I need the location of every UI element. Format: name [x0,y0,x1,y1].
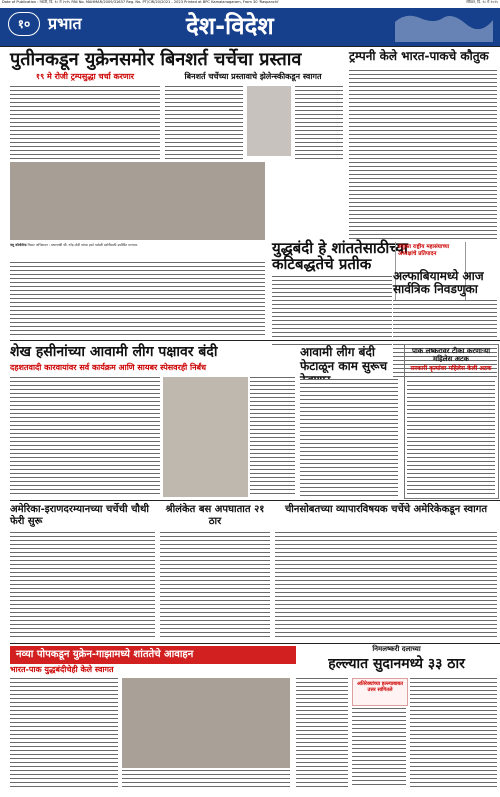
divider-2 [10,500,500,501]
lead-headline: पुतीनकडून युक्रेनसमोर बिनशर्त चर्चेचा प्रस्ताव [10,49,302,70]
hasina-subhead: दहशतवादी कारवायांवर सर्व कार्यक्रम आणि सायबर स्पेसवरही निर्बंध [10,363,207,372]
page-number: १० [8,12,40,36]
lead-subhead-left: १९ मे रोजी ट्रम्पसुद्धा चर्चा करणार [35,72,135,81]
photo-caption [10,243,265,261]
brand-logo: प्रभात [48,14,82,33]
sudan-kicker: निमलष्करी दलाच्या [372,645,421,653]
ceasefire-headline: युद्धबंदी हे शांततेसाठीच्या कटिबद्धतेचे प्रतीक [272,239,408,273]
pullquote-text: संयुक्त राष्ट्रीय महासंघाच्या अध्यक्षांचे प्रतिपादन [398,244,450,257]
pak-subhead: सरकारी कृत्यांवर महिलेस केली अटक [410,365,492,372]
sudan-box [352,678,408,706]
hasina-body [10,377,160,497]
divider [10,340,500,341]
rule [0,46,500,47]
lead-body-right [295,86,343,160]
sudan-body-right [410,678,497,788]
issue-date: रविवार, दि. १८ मे २०२५ [466,0,498,4]
awami-headline: आवामी लीग बंदी फेटाळून काम सुरूच [300,345,388,373]
event-photo [10,162,265,240]
divider-3 [10,643,500,644]
lead-body-mid [165,86,243,160]
pope-photo [122,678,290,768]
publication-meta-line [2,0,498,8]
world-map-icon [392,10,496,44]
section-title: देश-विदेश [186,12,274,40]
pope-headline: नव्या पोपकडून युक्रेन-गाझामध्ये शांततेचे आवाहन [10,646,296,664]
putin-photo [247,86,291,156]
sudan-body-mid [352,708,406,788]
trump-headline: ट्रम्पनी केले भारत-पाकचे कौतुक [349,49,489,63]
ceasefire-body [272,276,392,348]
china-body [275,532,497,640]
lead-subhead-right: बिनशर्त चर्चेच्या प्रस्तावाचे झेलेन्स्कीकडून स्वागत [184,72,322,81]
lead-body-left [10,86,160,160]
sudan-box-text: अतिरेक्यांच्या हल्ल्याबाबत उत्तर सांगितले [356,681,404,693]
pope-body [10,678,118,788]
alpha-headline: अल्फाबियामध्ये आज सार्वत्रिक निवडणुका [393,269,484,296]
photo-caption-text: चिकट अभिवादन : प्रधानमंत्री श्री. नरेंद्र मोदी यांच्या हस्ते यावेळी दर्शनीसाठी उपस्थित मान्यवर. [27,243,139,247]
pak-headline: पाक लष्करावर टीका करणाऱ्या महिलेस अटक [411,347,491,363]
awami-body [300,379,398,497]
srilanka-body [160,532,270,640]
hasina-photo [163,377,248,497]
pope-subhead: भारत-पाक युद्धबंदीचेही केले स्वागत [10,665,114,674]
srilanka-headline: श्रीलंकेत बस अपघातात २१ ठार [165,504,265,527]
photo-caption-title: फ्लू कोमोसेन्ड [10,243,27,247]
left-column-body [10,262,265,336]
sudan-body-left [296,678,348,788]
meta-text: Date of Publication : मराठी, दि. १८ मे २०२५ RNI No. MAHMAR/2009/31637 Reg. No. PT/CIR/20/2021 - 2023 Printed at BPC Kamalanagaram, From 30 'Raspanchi' [2,0,280,4]
china-headline: चीनसोबतच्या व्यापारविषयक चर्चेचे अमेरिकेकडून स्वागत [284,504,488,515]
hasina-headline: शेख हसीनांच्या आवामी लीग पक्षावर बंदी [10,344,218,360]
usa-body [10,532,155,640]
sudan-headline: हल्ल्यात सुदानमध्ये ३३ ठार [328,656,465,672]
pope-caption [122,770,290,788]
usa-headline: अमेरिका-इराणदरम्यानच्या चर्चेची चौथी फेरी सुरू [10,504,150,527]
pak-body [407,381,495,494]
trump-body [349,70,497,240]
hasina-body-right [250,377,295,497]
